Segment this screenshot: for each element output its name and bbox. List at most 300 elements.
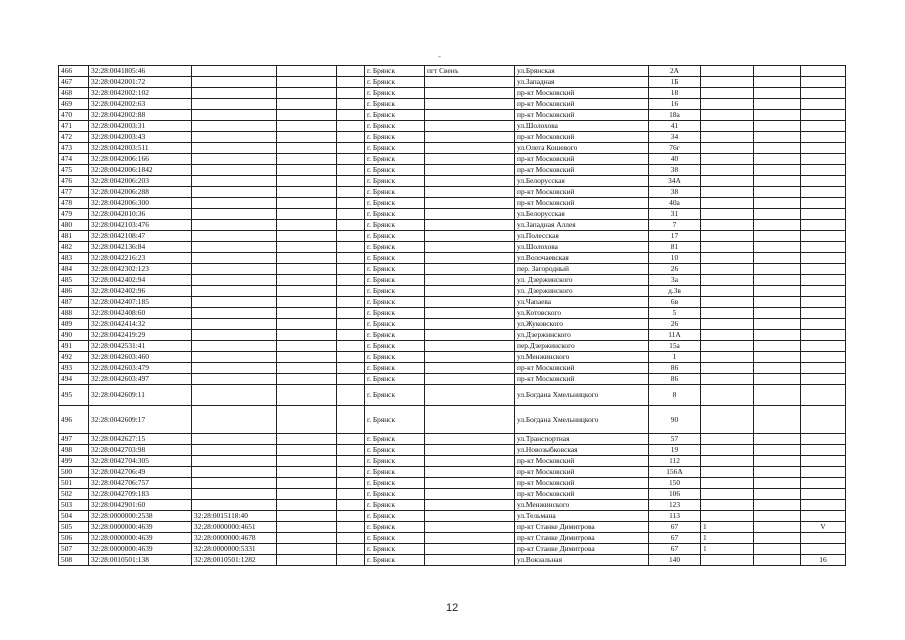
settlement-cell xyxy=(425,209,515,220)
settlement-cell xyxy=(425,242,515,253)
street-cell: ул.Богдана Хмельницкого xyxy=(515,385,649,406)
row-number: 477 xyxy=(59,187,89,198)
city-cell: г. Брянск xyxy=(365,264,425,275)
cadastral-number-2 xyxy=(192,286,277,297)
city-cell: г. Брянск xyxy=(365,275,425,286)
extra-cell-2 xyxy=(801,478,846,489)
extra-cell-1 xyxy=(701,110,754,121)
city-cell: г. Брянск xyxy=(365,500,425,511)
empty-cell xyxy=(337,66,365,77)
table-row xyxy=(59,489,846,500)
extra-cell-2 xyxy=(801,176,846,187)
settlement-cell xyxy=(425,286,515,297)
empty-cell xyxy=(337,99,365,110)
empty-cell xyxy=(277,231,337,242)
extra-cell-1 xyxy=(701,187,754,198)
house-cell: 6в xyxy=(649,297,701,308)
table-row xyxy=(59,209,846,220)
settlement-cell xyxy=(425,308,515,319)
city-cell: г. Брянск xyxy=(365,99,425,110)
extra-cell-1 xyxy=(701,264,754,275)
table-row xyxy=(59,176,846,187)
house-cell: 40 xyxy=(649,154,701,165)
extra-cell-1 xyxy=(701,66,754,77)
extra-cell-2 xyxy=(801,434,846,445)
street-cell: пр-кт Московский xyxy=(515,374,649,385)
empty-cell xyxy=(754,220,801,231)
house-cell: 18а xyxy=(649,110,701,121)
empty-cell xyxy=(277,434,337,445)
table-row xyxy=(59,478,846,489)
cadastral-number: 32:28:0000000:4639 xyxy=(89,533,192,544)
cadastral-number: 32:28:0042603:479 xyxy=(89,363,192,374)
table-row xyxy=(59,132,846,143)
empty-cell xyxy=(754,198,801,209)
empty-cell xyxy=(337,319,365,330)
settlement-cell xyxy=(425,555,515,566)
empty-cell xyxy=(337,209,365,220)
settlement-cell xyxy=(425,198,515,209)
cadastral-number: 32:28:0042901:60 xyxy=(89,500,192,511)
street-cell: ул.Волочаевская xyxy=(515,253,649,264)
empty-cell xyxy=(754,132,801,143)
extra-cell-1 xyxy=(701,478,754,489)
cadastral-number-2: 32:28:0000000:4651 xyxy=(192,522,277,533)
house-cell: 15а xyxy=(649,341,701,352)
extra-cell-1 xyxy=(701,467,754,478)
row-number: 508 xyxy=(59,555,89,566)
table-row xyxy=(59,110,846,121)
empty-cell xyxy=(754,231,801,242)
house-cell: 1Б xyxy=(649,77,701,88)
cadastral-number: 32:28:0042603:497 xyxy=(89,374,192,385)
settlement-cell xyxy=(425,478,515,489)
empty-cell xyxy=(754,264,801,275)
street-cell: пр-кт Московский xyxy=(515,132,649,143)
empty-cell xyxy=(337,88,365,99)
settlement-cell xyxy=(425,220,515,231)
extra-cell-2 xyxy=(801,308,846,319)
extra-cell-2 xyxy=(801,187,846,198)
house-cell: д.3в xyxy=(649,286,701,297)
extra-cell-1: 1 xyxy=(701,544,754,555)
house-cell: 2А xyxy=(649,66,701,77)
cadastral-number-2 xyxy=(192,467,277,478)
empty-cell xyxy=(337,286,365,297)
empty-cell xyxy=(277,66,337,77)
street-cell: ул.Дзержинского xyxy=(515,330,649,341)
extra-cell-2 xyxy=(801,165,846,176)
settlement-cell xyxy=(425,154,515,165)
city-cell: г. Брянск xyxy=(365,363,425,374)
row-number: 488 xyxy=(59,308,89,319)
extra-cell-2 xyxy=(801,220,846,231)
house-cell: 7 xyxy=(649,220,701,231)
extra-cell-2 xyxy=(801,253,846,264)
empty-cell xyxy=(754,522,801,533)
cadastral-number: 32:28:0042216:23 xyxy=(89,253,192,264)
table-row xyxy=(59,385,846,406)
city-cell: г. Брянск xyxy=(365,308,425,319)
extra-cell-2 xyxy=(801,456,846,467)
empty-cell xyxy=(277,341,337,352)
table-row xyxy=(59,88,846,99)
empty-cell xyxy=(337,385,365,406)
cadastral-number-2 xyxy=(192,445,277,456)
cadastral-number: 32:28:0042002:88 xyxy=(89,110,192,121)
cadastral-number: 32:28:0042006:203 xyxy=(89,176,192,187)
cadastral-number-2 xyxy=(192,231,277,242)
table-row xyxy=(59,308,846,319)
house-cell: 67 xyxy=(649,522,701,533)
empty-cell xyxy=(337,544,365,555)
empty-cell xyxy=(337,511,365,522)
row-number: 504 xyxy=(59,511,89,522)
empty-cell xyxy=(277,385,337,406)
extra-cell-1 xyxy=(701,500,754,511)
settlement-cell xyxy=(425,533,515,544)
house-cell: 31 xyxy=(649,209,701,220)
empty-cell xyxy=(754,187,801,198)
cadastral-number-2 xyxy=(192,297,277,308)
extra-cell-1 xyxy=(701,77,754,88)
empty-cell xyxy=(754,374,801,385)
extra-cell-2 xyxy=(801,467,846,478)
table-row xyxy=(59,143,846,154)
empty-cell xyxy=(337,121,365,132)
empty-cell xyxy=(277,467,337,478)
street-cell: ул.Шолохова xyxy=(515,121,649,132)
row-number: 468 xyxy=(59,88,89,99)
row-number: 506 xyxy=(59,533,89,544)
cadastral-number: 32:28:0042609:11 xyxy=(89,385,192,406)
empty-cell xyxy=(754,275,801,286)
house-cell: 86 xyxy=(649,363,701,374)
house-cell: 1 xyxy=(649,352,701,363)
empty-cell xyxy=(277,176,337,187)
cadastral-number: 32:28:0042003:31 xyxy=(89,121,192,132)
empty-cell xyxy=(337,489,365,500)
house-cell: 86 xyxy=(649,374,701,385)
cadastral-number-2 xyxy=(192,264,277,275)
row-number: 467 xyxy=(59,77,89,88)
settlement-cell xyxy=(425,511,515,522)
street-cell: ул.Олега Кошевого xyxy=(515,143,649,154)
city-cell: г. Брянск xyxy=(365,445,425,456)
cadastral-number-2 xyxy=(192,242,277,253)
registry-table-body xyxy=(59,66,846,566)
cadastral-number-2 xyxy=(192,374,277,385)
empty-cell xyxy=(754,555,801,566)
empty-cell xyxy=(337,176,365,187)
empty-cell xyxy=(277,319,337,330)
cadastral-number: 32:28:0042706:757 xyxy=(89,478,192,489)
page-number: 12 xyxy=(446,602,459,614)
empty-cell xyxy=(754,110,801,121)
house-cell: 90 xyxy=(649,406,701,434)
street-cell: пер.Дзержинского xyxy=(515,341,649,352)
cadastral-number-2 xyxy=(192,500,277,511)
empty-cell xyxy=(277,132,337,143)
empty-cell xyxy=(337,110,365,121)
empty-cell xyxy=(754,341,801,352)
settlement-cell xyxy=(425,467,515,478)
empty-cell xyxy=(277,406,337,434)
settlement-cell xyxy=(425,275,515,286)
extra-cell-1 xyxy=(701,330,754,341)
settlement-cell xyxy=(425,253,515,264)
city-cell: г. Брянск xyxy=(365,88,425,99)
cadastral-number: 32:28:0042402:96 xyxy=(89,286,192,297)
table-row xyxy=(59,374,846,385)
empty-cell xyxy=(337,297,365,308)
settlement-cell xyxy=(425,363,515,374)
extra-cell-2 xyxy=(801,209,846,220)
empty-cell xyxy=(337,220,365,231)
city-cell: г. Брянск xyxy=(365,286,425,297)
cadastral-number-2 xyxy=(192,406,277,434)
cadastral-number-2 xyxy=(192,187,277,198)
extra-cell-1 xyxy=(701,319,754,330)
empty-cell xyxy=(337,165,365,176)
empty-cell xyxy=(337,445,365,456)
table-row xyxy=(59,99,846,110)
cadastral-number: 32:28:0042006:288 xyxy=(89,187,192,198)
city-cell: г. Брянск xyxy=(365,297,425,308)
cadastral-number-2: 32:28:0015118:40 xyxy=(192,511,277,522)
empty-cell xyxy=(337,467,365,478)
cadastral-number: 32:28:0042703:98 xyxy=(89,445,192,456)
empty-cell xyxy=(337,330,365,341)
row-number: 475 xyxy=(59,165,89,176)
extra-cell-1 xyxy=(701,132,754,143)
cadastral-number-2 xyxy=(192,330,277,341)
row-number: 489 xyxy=(59,319,89,330)
table-row xyxy=(59,522,846,533)
row-number: 482 xyxy=(59,242,89,253)
row-number: 490 xyxy=(59,330,89,341)
row-number: 484 xyxy=(59,264,89,275)
empty-cell xyxy=(277,88,337,99)
street-cell: пер. Загородный xyxy=(515,264,649,275)
settlement-cell xyxy=(425,77,515,88)
extra-cell-1 xyxy=(701,99,754,110)
empty-cell xyxy=(754,77,801,88)
table-row xyxy=(59,434,846,445)
house-cell: 113 xyxy=(649,511,701,522)
table-row xyxy=(59,544,846,555)
city-cell: г. Брянск xyxy=(365,341,425,352)
row-number: 497 xyxy=(59,434,89,445)
street-cell: ул.Жуковского xyxy=(515,319,649,330)
table-row xyxy=(59,319,846,330)
settlement-cell xyxy=(425,374,515,385)
street-cell: ул.Котовского xyxy=(515,308,649,319)
extra-cell-2 xyxy=(801,121,846,132)
empty-cell xyxy=(337,500,365,511)
extra-cell-1 xyxy=(701,275,754,286)
empty-cell xyxy=(337,308,365,319)
city-cell: г. Брянск xyxy=(365,467,425,478)
empty-cell xyxy=(754,456,801,467)
cadastral-number: 32:28:0042002:102 xyxy=(89,88,192,99)
street-cell: ул.Новозыбковская xyxy=(515,445,649,456)
cadastral-number: 32:28:0042709:183 xyxy=(89,489,192,500)
empty-cell xyxy=(754,143,801,154)
row-number: 493 xyxy=(59,363,89,374)
cadastral-number-2 xyxy=(192,341,277,352)
settlement-cell xyxy=(425,319,515,330)
empty-cell xyxy=(277,99,337,110)
empty-cell xyxy=(277,522,337,533)
city-cell: г. Брянск xyxy=(365,522,425,533)
street-cell: пр-кт Московский xyxy=(515,363,649,374)
settlement-cell xyxy=(425,99,515,110)
empty-cell xyxy=(337,154,365,165)
city-cell: г. Брянск xyxy=(365,198,425,209)
row-number: 473 xyxy=(59,143,89,154)
empty-cell xyxy=(277,445,337,456)
house-cell: 112 xyxy=(649,456,701,467)
extra-cell-2 xyxy=(801,500,846,511)
settlement-cell xyxy=(425,500,515,511)
row-number: 481 xyxy=(59,231,89,242)
table-row xyxy=(59,154,846,165)
table-row xyxy=(59,511,846,522)
extra-cell-1 xyxy=(701,165,754,176)
row-number: 495 xyxy=(59,385,89,406)
extra-cell-2 xyxy=(801,110,846,121)
empty-cell xyxy=(337,374,365,385)
street-cell: пр-кт Московский xyxy=(515,99,649,110)
empty-cell xyxy=(277,242,337,253)
house-cell: 3а xyxy=(649,275,701,286)
street-cell: ул.Менжинского xyxy=(515,352,649,363)
street-cell: пр-кт Московский xyxy=(515,88,649,99)
row-number: 505 xyxy=(59,522,89,533)
cadastral-number-2 xyxy=(192,121,277,132)
empty-cell xyxy=(754,385,801,406)
table-row xyxy=(59,198,846,209)
house-cell: 5 xyxy=(649,308,701,319)
extra-cell-1 xyxy=(701,176,754,187)
row-number: 498 xyxy=(59,445,89,456)
empty-cell xyxy=(754,363,801,374)
empty-cell xyxy=(337,555,365,566)
cadastral-number: 32:28:0042006:1842 xyxy=(89,165,192,176)
empty-cell xyxy=(277,308,337,319)
table-row xyxy=(59,121,846,132)
extra-cell-2 xyxy=(801,297,846,308)
settlement-cell xyxy=(425,110,515,121)
table-row xyxy=(59,275,846,286)
city-cell: г. Брянск xyxy=(365,533,425,544)
empty-cell xyxy=(337,522,365,533)
cadastral-number-2 xyxy=(192,66,277,77)
cadastral-number-2 xyxy=(192,308,277,319)
settlement-cell xyxy=(425,352,515,363)
house-cell: 17 xyxy=(649,231,701,242)
city-cell: г. Брянск xyxy=(365,242,425,253)
street-cell: пр-кт Станке Димитрова xyxy=(515,522,649,533)
settlement-cell xyxy=(425,330,515,341)
extra-cell-2 xyxy=(801,264,846,275)
extra-cell-2 xyxy=(801,319,846,330)
extra-cell-2 xyxy=(801,363,846,374)
empty-cell xyxy=(277,352,337,363)
city-cell: г. Брянск xyxy=(365,374,425,385)
city-cell: г. Брянск xyxy=(365,165,425,176)
city-cell: г. Брянск xyxy=(365,77,425,88)
cadastral-number: 32:28:0042603:460 xyxy=(89,352,192,363)
extra-cell-2: V xyxy=(801,522,846,533)
empty-cell xyxy=(277,533,337,544)
street-cell: ул.Белорусская xyxy=(515,176,649,187)
street-cell: ул.Западная Аллея xyxy=(515,220,649,231)
house-cell: 38 xyxy=(649,165,701,176)
cadastral-number: 32:28:0042010:36 xyxy=(89,209,192,220)
cadastral-number-2 xyxy=(192,220,277,231)
extra-cell-2 xyxy=(801,231,846,242)
row-number: 470 xyxy=(59,110,89,121)
table-row xyxy=(59,220,846,231)
house-cell: 81 xyxy=(649,242,701,253)
empty-cell xyxy=(277,187,337,198)
cadastral-number: 32:28:0042302:123 xyxy=(89,264,192,275)
street-cell: ул.Белорусская xyxy=(515,209,649,220)
extra-cell-1 xyxy=(701,143,754,154)
house-cell: 19 xyxy=(649,445,701,456)
cadastral-number: 32:28:0042136:84 xyxy=(89,242,192,253)
empty-cell xyxy=(277,209,337,220)
cadastral-number: 32:28:0042609:17 xyxy=(89,406,192,434)
cadastral-number: 32:28:0042407:185 xyxy=(89,297,192,308)
cadastral-number: 32:28:0042006:300 xyxy=(89,198,192,209)
extra-cell-1 xyxy=(701,352,754,363)
cadastral-number-2 xyxy=(192,352,277,363)
settlement-cell xyxy=(425,297,515,308)
empty-cell xyxy=(337,198,365,209)
cadastral-number: 32:28:0042706:49 xyxy=(89,467,192,478)
table-row xyxy=(59,187,846,198)
extra-cell-1 xyxy=(701,209,754,220)
cadastral-number-2 xyxy=(192,275,277,286)
empty-cell xyxy=(277,264,337,275)
cadastral-number-2 xyxy=(192,110,277,121)
empty-cell xyxy=(754,176,801,187)
extra-cell-2 xyxy=(801,154,846,165)
extra-cell-1 xyxy=(701,374,754,385)
extra-cell-2 xyxy=(801,489,846,500)
extra-cell-2 xyxy=(801,143,846,154)
cadastral-number: 32:28:0042003:43 xyxy=(89,132,192,143)
empty-cell xyxy=(337,434,365,445)
street-cell: ул.Шолохова xyxy=(515,242,649,253)
house-cell: 140 xyxy=(649,555,701,566)
row-number: 480 xyxy=(59,220,89,231)
cadastral-number-2: 32:28:0010501:1282 xyxy=(192,555,277,566)
cadastral-number: 32:28:0000000:4639 xyxy=(89,544,192,555)
extra-cell-2 xyxy=(801,385,846,406)
city-cell: г. Брянск xyxy=(365,434,425,445)
row-number: 483 xyxy=(59,253,89,264)
empty-cell xyxy=(337,352,365,363)
cadastral-number-2 xyxy=(192,165,277,176)
city-cell: г. Брянск xyxy=(365,406,425,434)
row-number: 491 xyxy=(59,341,89,352)
table-row xyxy=(59,253,846,264)
extra-cell-1 xyxy=(701,341,754,352)
